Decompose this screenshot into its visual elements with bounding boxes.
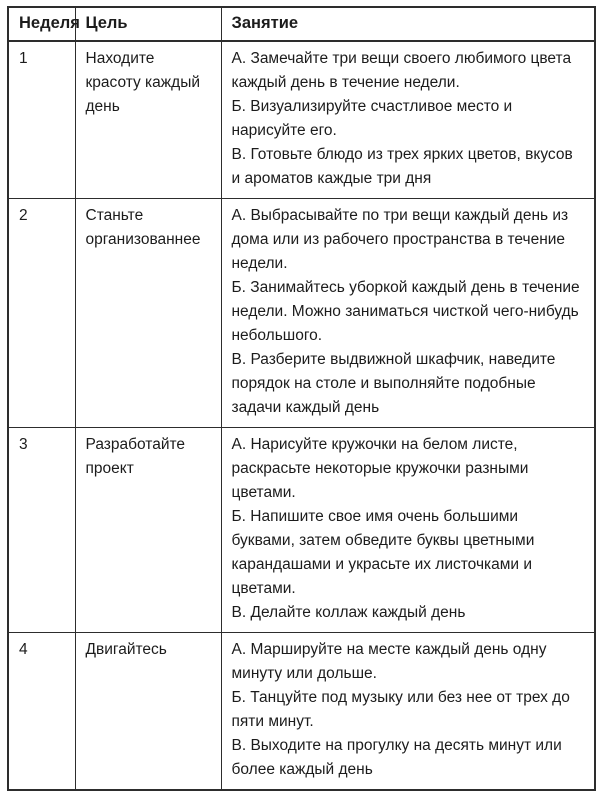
week-number-cell: 1: [8, 41, 75, 199]
activities-cell: [221, 199, 595, 428]
week-number-cell: 3: [8, 428, 75, 633]
table-row-week-1: [8, 41, 595, 199]
activities-cell: [221, 428, 595, 633]
activity-item-v: В. Разберите выдвижной шкафчик, наведите порядок на столе и выполняйте подобные задачи каждый день: [231, 351, 556, 416]
activity-item-a: А. Маршируйте на месте каждый день одну минуту или дольше.: [231, 641, 547, 682]
table-header-row: [8, 7, 595, 41]
activities-cell: [221, 633, 595, 791]
column-header-activity: Занятие: [221, 7, 595, 41]
activity-item-a: А. Нарисуйте кружочки на белом листе, раскрасьте некоторые кружочки разными цветами.: [231, 436, 529, 501]
activity-item-b: Б. Визуализируйте счастливое место и нарисуйте его.: [231, 98, 513, 139]
week-number-cell: 4: [8, 633, 75, 791]
goal-cell: Двигайтесь: [75, 633, 221, 791]
activity-item-v: В. Готовьте блюдо из трех ярких цветов, вкусов и ароматов каждые три дня: [231, 146, 573, 187]
activity-item-b: Б. Занимайтесь уборкой каждый день в течение недели. Можно заниматься чисткой чего-нибудь небольшого.: [231, 279, 580, 344]
activity-item-a: А. Замечайте три вещи своего любимого цвета каждый день в течение недели.: [231, 50, 572, 91]
column-header-goal: Цель: [75, 7, 221, 41]
goal-cell: Станьте организованнее: [75, 199, 221, 428]
weekly-schedule-table: [7, 6, 596, 791]
goal-cell: Находите красоту каждый день: [75, 41, 221, 199]
activity-item-v: В. Выходите на прогулку на десять минут или более каждый день: [231, 737, 562, 778]
table-row-week-2: [8, 199, 595, 428]
activity-item-v: В. Делайте коллаж каждый день: [231, 604, 466, 621]
activity-item-b: Б. Танцуйте под музыку или без нее от трех до пяти минут.: [231, 689, 570, 730]
column-header-week: Неделя: [8, 7, 75, 41]
activity-item-a: А. Выбрасывайте по три вещи каждый день из дома или из рабочего пространства в течение недели.: [231, 207, 569, 272]
week-number-cell: 2: [8, 199, 75, 428]
activities-cell: [221, 41, 595, 199]
activity-item-b: Б. Напишите свое имя очень большими буквами, затем обведите буквы цветными карандашами и украсьте их листочками и цветами.: [231, 508, 535, 597]
table-row-week-4: [8, 633, 595, 791]
goal-cell: Разработайте проект: [75, 428, 221, 633]
table-row-week-3: [8, 428, 595, 633]
